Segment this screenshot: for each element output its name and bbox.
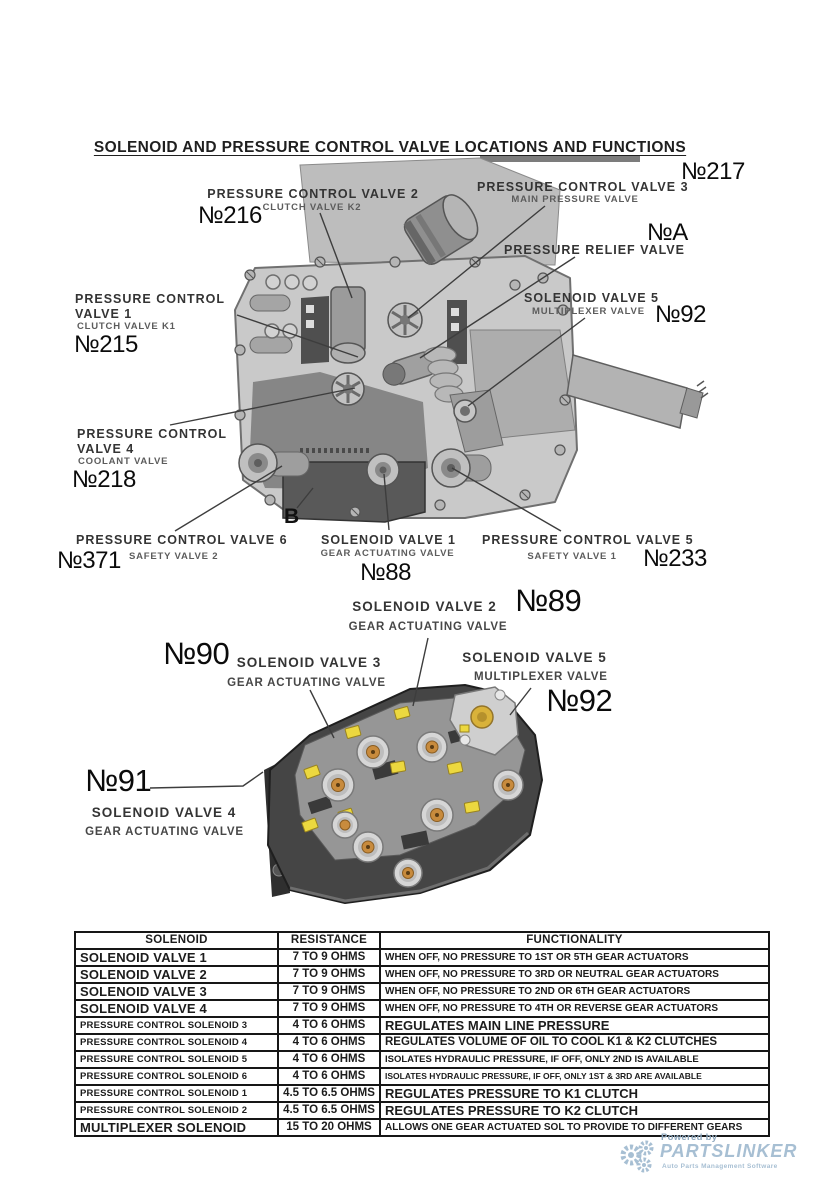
cell-functionality: REGULATES PRESSURE TO K1 CLUTCH xyxy=(380,1085,769,1102)
cell-resistance: 4.5 TO 6.5 OHMS xyxy=(278,1085,380,1102)
cell-solenoid: PRESSURE CONTROL SOLENOID 6 xyxy=(75,1068,278,1085)
cell-solenoid: PRESSURE CONTROL SOLENOID 3 xyxy=(75,1017,278,1034)
label-solenoid-valve-5-lower-sub: MULTIPLEXER VALVE xyxy=(474,671,608,683)
label-solenoid-valve-3-lower-sub: GEAR ACTUATING VALVE xyxy=(227,677,386,689)
cell-functionality: ISOLATES HYDRAULIC PRESSURE, IF OFF, ONLY 2ND IS AVAILABLE xyxy=(380,1051,769,1068)
label-solenoid-valve-3-lower-number: №90 xyxy=(163,636,230,671)
cell-solenoid: PRESSURE CONTROL SOLENOID 4 xyxy=(75,1034,278,1051)
solenoid-spec-table xyxy=(74,931,770,1137)
table-row xyxy=(75,1034,769,1051)
table-row xyxy=(75,1017,769,1034)
label-pressure-control-valve-1: PRESSURE CONTROL VALVE 1 xyxy=(75,292,225,321)
label-solenoid-valve-5-lower-number: №92 xyxy=(546,683,613,718)
label-pressure-control-valve-3-sub: MAIN PRESSURE VALVE xyxy=(511,194,639,205)
label-pressure-control-valve-1-sub: CLUTCH VALVE K1 xyxy=(77,321,176,332)
label-pressure-control-valve-6: PRESSURE CONTROL VALVE 6 xyxy=(76,533,288,547)
label-pressure-relief-valve: PRESSURE RELIEF VALVE xyxy=(504,243,685,257)
table-row xyxy=(75,1068,769,1085)
label-solenoid-valve-1: SOLENOID VALVE 1 xyxy=(321,533,457,547)
col-header-solenoid: SOLENOID xyxy=(75,932,278,949)
label-solenoid-valve-3-lower: SOLENOID VALVE 3 xyxy=(236,655,382,670)
cell-functionality: WHEN OFF, NO PRESSURE TO 3RD OR NEUTRAL GEAR ACTUATORS xyxy=(380,966,769,983)
partslinker-tagline: Auto Parts Management Software xyxy=(662,1163,778,1170)
label-solenoid-valve-5-sub: MULTIPLEXER VALVE xyxy=(532,306,645,317)
label-pressure-control-valve-5: PRESSURE CONTROL VALVE 5 xyxy=(482,533,694,547)
col-header-functionality: FUNCTIONALITY xyxy=(380,932,769,949)
label-solenoid-valve-4-lower: SOLENOID VALVE 4 xyxy=(91,805,237,820)
table-row xyxy=(75,1051,769,1068)
cell-resistance: 7 TO 9 OHMS xyxy=(278,1000,380,1017)
cell-solenoid: SOLENOID VALVE 3 xyxy=(75,983,278,1000)
label-solenoid-valve-1-sub: GEAR ACTUATING VALVE xyxy=(320,548,455,559)
table-row xyxy=(75,983,769,1000)
cell-resistance: 7 TO 9 OHMS xyxy=(278,949,380,966)
table-row xyxy=(75,966,769,983)
label-pressure-control-valve-1-number: №215 xyxy=(74,331,138,358)
label-pressure-control-valve-2: PRESSURE CONTROL VALVE 2 xyxy=(207,187,419,201)
cell-solenoid: PRESSURE CONTROL SOLENOID 1 xyxy=(75,1085,278,1102)
marker-b: B xyxy=(284,505,300,528)
table-row xyxy=(75,1085,769,1102)
cell-functionality: REGULATES MAIN LINE PRESSURE xyxy=(380,1017,769,1034)
label-solenoid-valve-4-lower-sub: GEAR ACTUATING VALVE xyxy=(85,826,244,838)
label-solenoid-valve-5: SOLENOID VALVE 5 xyxy=(524,291,660,305)
cell-resistance: 4.5 TO 6.5 OHMS xyxy=(278,1102,380,1119)
label-pressure-control-valve-4-number: №218 xyxy=(72,466,136,493)
col-header-resistance: RESISTANCE xyxy=(278,932,380,949)
cell-resistance: 7 TO 9 OHMS xyxy=(278,983,380,1000)
powered-by-text: Powered by xyxy=(661,1132,718,1143)
label-pressure-control-valve-4: PRESSURE CONTROL VALVE 4 xyxy=(77,427,227,456)
label-solenoid-valve-2-lower-sub: GEAR ACTUATING VALVE xyxy=(348,621,508,633)
label-pressure-control-valve-2-number: №216 xyxy=(198,202,262,229)
label-pressure-control-valve-2-sub: CLUTCH VALVE K2 xyxy=(262,202,362,213)
cell-resistance: 4 TO 6 OHMS xyxy=(278,1034,380,1051)
label-pressure-control-valve-3-number: №217 xyxy=(681,158,745,185)
cell-solenoid: PRESSURE CONTROL SOLENOID 5 xyxy=(75,1051,278,1068)
label-pressure-relief-valve-number: №A xyxy=(647,219,688,246)
label-solenoid-valve-1-number: №88 xyxy=(360,559,411,586)
label-pressure-control-valve-6-number: №371 xyxy=(57,547,121,574)
partslinker-brand: PARTSLINKER xyxy=(660,1141,798,1161)
cell-functionality: WHEN OFF, NO PRESSURE TO 4TH OR REVERSE GEAR ACTUATORS xyxy=(380,1000,769,1017)
cell-functionality: WHEN OFF, NO PRESSURE TO 2ND OR 6TH GEAR ACTUATORS xyxy=(380,983,769,1000)
label-pressure-control-valve-3: PRESSURE CONTROL VALVE 3 xyxy=(477,180,689,194)
cell-resistance: 7 TO 9 OHMS xyxy=(278,966,380,983)
table-row xyxy=(75,949,769,966)
cell-solenoid: SOLENOID VALVE 1 xyxy=(75,949,278,966)
label-solenoid-valve-2-lower-number: №89 xyxy=(515,583,582,618)
label-pressure-control-valve-4-sub: COOLANT VALVE xyxy=(78,456,169,467)
label-pressure-control-valve-6-sub: SAFETY VALVE 2 xyxy=(129,551,219,562)
label-solenoid-valve-2-lower: SOLENOID VALVE 2 xyxy=(352,599,497,614)
cell-functionality: ISOLATES HYDRAULIC PRESSURE, IF OFF, ONLY 1ST & 3RD ARE AVAILABLE xyxy=(380,1068,769,1085)
cell-resistance: 4 TO 6 OHMS xyxy=(278,1051,380,1068)
table-row xyxy=(75,1000,769,1017)
cell-solenoid: MULTIPLEXER SOLENOID xyxy=(75,1119,278,1136)
label-pressure-control-valve-5-sub: SAFETY VALVE 1 xyxy=(527,551,617,562)
cell-functionality: REGULATES PRESSURE TO K2 CLUTCH xyxy=(380,1102,769,1119)
cell-functionality: ALLOWS ONE GEAR ACTUATED SOL TO PROVIDE TO DIFFERENT GEARS xyxy=(380,1119,769,1136)
cell-functionality: REGULATES VOLUME OF OIL TO COOL K1 & K2 CLUTCHES xyxy=(380,1034,769,1051)
table-row xyxy=(75,1102,769,1119)
cell-solenoid: PRESSURE CONTROL SOLENOID 2 xyxy=(75,1102,278,1119)
label-solenoid-valve-5-lower: SOLENOID VALVE 5 xyxy=(462,650,607,665)
cell-resistance: 15 TO 20 OHMS xyxy=(278,1119,380,1136)
cell-solenoid: SOLENOID VALVE 2 xyxy=(75,966,278,983)
cell-resistance: 4 TO 6 OHMS xyxy=(278,1017,380,1034)
label-solenoid-valve-4-lower-number: №91 xyxy=(85,763,152,798)
cell-solenoid: SOLENOID VALVE 4 xyxy=(75,1000,278,1017)
cell-resistance: 4 TO 6 OHMS xyxy=(278,1068,380,1085)
page-title: SOLENOID AND PRESSURE CONTROL VALVE LOCATIONS AND FUNCTIONS xyxy=(93,139,687,156)
cell-functionality: WHEN OFF, NO PRESSURE TO 1ST OR 5TH GEAR ACTUATORS xyxy=(380,949,769,966)
table-header-row xyxy=(75,932,769,949)
label-pressure-control-valve-5-number: №233 xyxy=(643,545,707,572)
label-solenoid-valve-5-number: №92 xyxy=(655,301,706,328)
partslinker-gears-icon xyxy=(616,1138,658,1176)
